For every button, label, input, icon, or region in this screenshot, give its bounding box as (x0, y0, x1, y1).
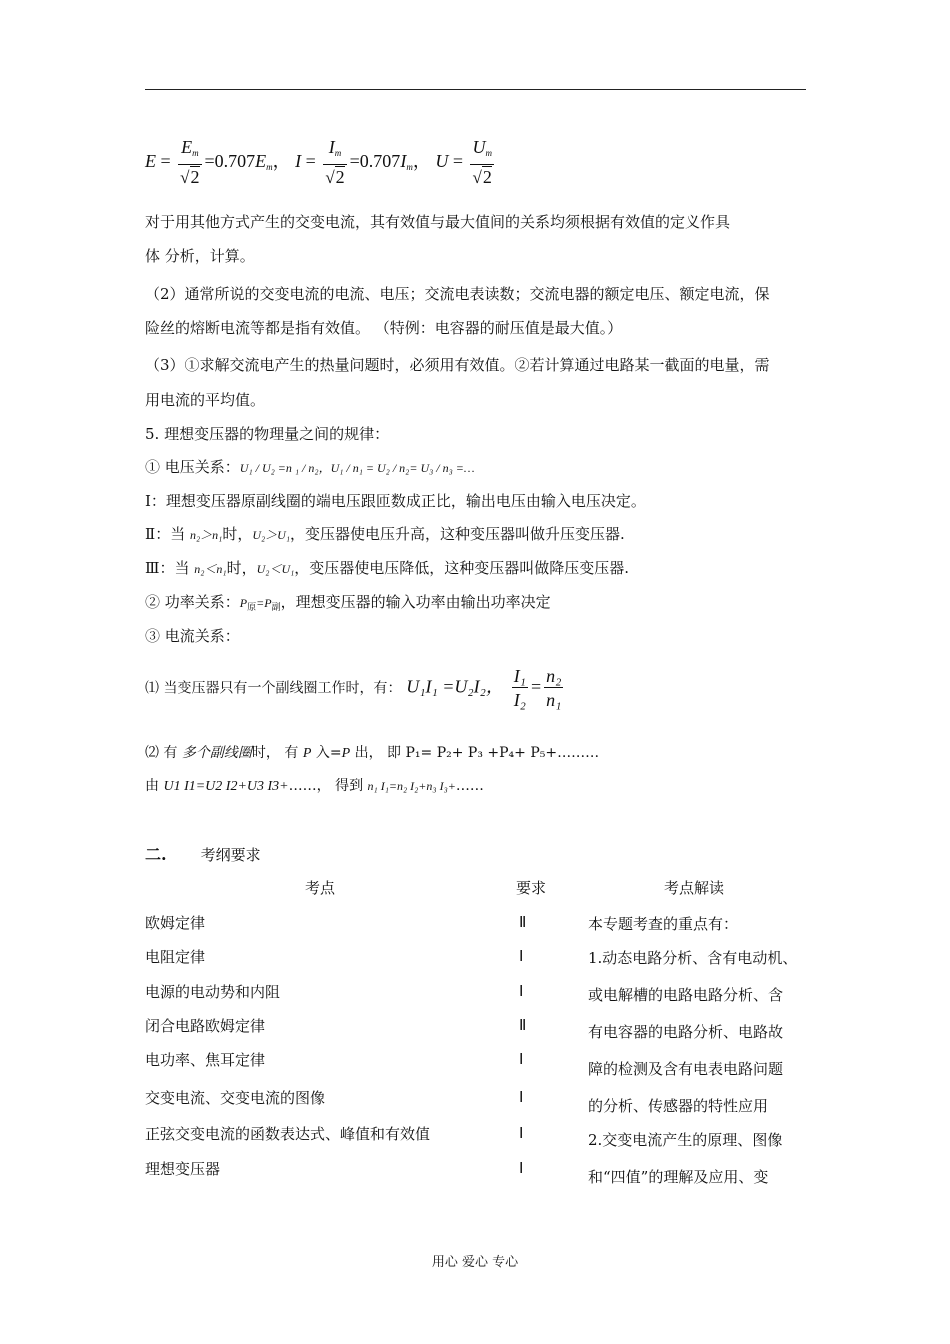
current-relation: ③ 电流关系： (145, 627, 240, 645)
paragraph-1-line-2: 体 分析，计算。 (145, 247, 255, 265)
interpretation-line: 有电容器的电路分析、电路故 (588, 1023, 784, 1041)
paragraph-2-line-2: 险丝的熔断电流等都是指有效值。 （特例：电容器的耐压值是最大值。） (145, 319, 623, 337)
fraction-current: $\frac{\text{I₁}}{\text{I₂}}$ (513, 666, 526, 710)
requirement-level: Ⅰ (519, 1090, 524, 1106)
requirement-level: Ⅰ (519, 1126, 524, 1142)
multiple-secondary-line: ⑵ 有 多个副线圈时， 有 P 入=P 出， 即 P₁= P₂+ P₃ +P₄+ P₅+……… (145, 745, 600, 761)
interpretation-line: 障的检测及含有电表电路问题 (588, 1060, 784, 1078)
voltage-relation: ① 电压关系：U₁ / U₂ =n ₁ / n₂，U₁ / n₁ = U₂ / n₂= U₃ / n₃ =… (145, 458, 475, 476)
interpretation-line: 1.动态电路分析、含有电动机、 (588, 949, 798, 967)
table-row: 正弦交变电流的函数表达式、峰值和有效值 (145, 1125, 431, 1143)
paragraph-3-line-1: （3）①求解交流电产生的热量问题时，必须用有效值。②若计算通过电路某一截面的电量，需 (145, 356, 770, 374)
table-header-topic: 考点 (305, 879, 336, 897)
requirement-level: Ⅰ (519, 1161, 524, 1177)
interpretation-line: 的分析、传感器的特性应用 (588, 1097, 769, 1115)
power-relation: ② 功率关系：$P_原=P_副$，理想变压器的输入功率由输出功率决定 (145, 593, 551, 613)
page-footer: 用心 爱心 专心 (431, 1255, 519, 1270)
table-row: 闭合电路欧姆定律 (145, 1017, 266, 1035)
interpretation-line: 或电解槽的电路电路分析、含 (588, 986, 784, 1004)
transformer-heading: 5. 理想变压器的物理量之间的规律： (145, 425, 390, 443)
table-header-interpretation: 考点解读 (664, 879, 725, 897)
requirement-level: Ⅱ (519, 915, 527, 931)
table-row: 欧姆定律 (145, 914, 206, 932)
interpretation-line: 2.交变电流产生的原理、图像 (588, 1131, 783, 1149)
effective-value-formula: E = $\frac{E_m}{√2}$ $=0.707E_m$， I = $\frac{I_m}{√2}$ $=0.707I_m$， U = $\frac{U_m}{√2}$ (145, 136, 497, 190)
interpretation-line: 本专题考查的重点有： (588, 915, 739, 933)
table-row: 电阻定律 (145, 948, 206, 966)
requirement-level: Ⅱ (519, 1018, 527, 1034)
interpretation-line: 和“四值”的理解及应用、变 (588, 1168, 769, 1186)
rule-two: Ⅱ：当 n₂＞n₁时，U₂＞U₁，变压器使电压升高，这种变压器叫做升压变压器. (145, 525, 625, 543)
table-header-requirement: 要求 (516, 879, 547, 897)
fraction-im: $\frac{I_m}{√2}$ (325, 137, 345, 187)
table-row: 理想变压器 (145, 1160, 221, 1178)
paragraph-2-line-1: （2）通常所说的交变电流的电流、电压；交流电表读数；交流电器的额定电压、额定电流，保 (145, 285, 770, 303)
fraction-em: $\frac{E_m}{√2}$ (180, 137, 200, 187)
table-row: 电源的电动势和内阻 (145, 983, 281, 1001)
header-rule (145, 89, 806, 90)
fraction-turns: $\frac{\text{n₂}}{\text{n₁}}$ (546, 666, 562, 710)
requirement-level: Ⅰ (519, 1052, 524, 1068)
single-secondary-formula: ⑴ 当变压器只有一个副线圈工作时，有： U₁I₁ =U₂I₂， $\frac{\text{I₁}}{\text{I₂}}$ = $\frac{\text{n₂}}{\text{n₁}}$ (145, 666, 562, 710)
fraction-um: $\frac{U_m}{√2}$ (472, 137, 492, 187)
table-row: 电功率、焦耳定律 (145, 1051, 266, 1069)
requirement-level: Ⅰ (519, 984, 524, 1000)
paragraph-1-line-1: 对于用其他方式产生的交变电流，其有效值与最大值间的关系均须根据有效值的定义作具 (145, 213, 731, 231)
rule-one: Ⅰ：理想变压器原副线圈的端电压跟匝数成正比，输出电压由输入电压决定。 (145, 492, 646, 510)
current-sum-line: 由 U1 I1=U2 I2+U3 I3+……， 得到 n₁ I₁=n₂ I₂+n₃ I₃+…… (145, 778, 484, 794)
table-row: 交变电流、交变电流的图像 (145, 1089, 326, 1107)
rule-three: Ⅲ：当 n₂＜n₁时，U₂＜U₁，变压器使电压降低，这种变压器叫做降压变压器. (145, 559, 630, 577)
requirement-level: Ⅰ (519, 949, 524, 965)
paragraph-3-line-2: 用电流的平均值。 (145, 391, 266, 409)
section-heading: 二. 考纲要求 (145, 845, 261, 864)
